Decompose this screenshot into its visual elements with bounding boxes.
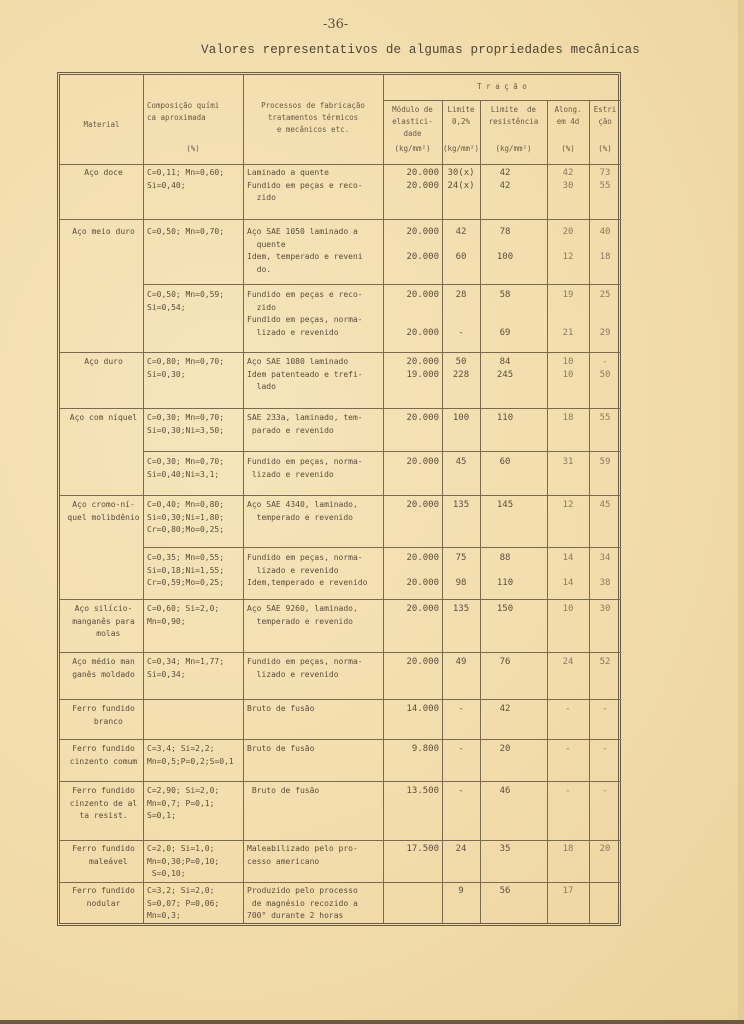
cell-estric: 52 — [599, 657, 611, 667]
header-estriccao-1: Estri — [593, 105, 617, 114]
cell-resistencia: 58 69 — [499, 290, 511, 338]
cell-material: Ferro fundido branco — [72, 704, 135, 726]
cell-estric: 73 55 — [599, 168, 611, 191]
cell-resistencia: 60 — [499, 457, 511, 467]
row-divider — [143, 284, 621, 285]
cell-along: - — [565, 704, 571, 714]
header-composicao-1: Composição quími — [147, 101, 220, 110]
cell-resistencia: 150 — [496, 604, 514, 614]
row-divider — [383, 100, 621, 101]
cell-modulo: 20.000 19.000 — [406, 357, 439, 380]
header-resistencia-1: Limite de — [490, 105, 537, 114]
header-alongamento-unit: (%) — [561, 144, 575, 153]
header-resistencia-unit: (kg/mm²) — [495, 144, 532, 153]
cell-composicao: C=2,0; Si=1,0; Mn=0,30;P=0,10; S=0,10; — [147, 844, 220, 878]
cell-estric: - 50 — [599, 357, 611, 380]
cell-material: Aço com níquel — [69, 413, 138, 422]
cell-limite: 135 — [452, 604, 470, 614]
cell-estric: - — [602, 744, 608, 754]
cell-along: 24 — [562, 657, 574, 667]
cell-processo: Fundido em peças, norma- lizado e revenido — [247, 457, 363, 479]
col-divider — [143, 75, 144, 923]
header-limite-unit: (kg/mm²) — [442, 144, 480, 153]
cell-composicao: C=0,50; Mn=0,70; — [147, 227, 225, 236]
header-estriccao-unit: (%) — [598, 144, 612, 153]
cell-composicao: C=0,11; Mn=0,60; Si=0,40; — [147, 168, 225, 190]
cell-composicao: C=3,4; Si=2,2; Mn=0,5;P=0,2;S=0,1 — [147, 744, 234, 766]
cell-composicao: C=0,35; Mn=0,55; Si=0,18;Ni=1,55; Cr=0,59;Mo=0,25; — [147, 553, 225, 587]
cell-estric: - — [602, 786, 608, 796]
page-edge-shadow — [0, 1020, 744, 1024]
cell-resistencia: 76 — [499, 657, 511, 667]
row-divider — [60, 739, 621, 740]
cell-composicao: C=0,60; Si=2,0; Mn=0,90; — [147, 604, 220, 626]
row-divider — [60, 408, 621, 409]
cell-modulo: 20.000 20.000 — [406, 168, 439, 191]
cell-modulo: 20.000 — [406, 500, 439, 510]
cell-processo: SAE 233a, laminado, tem- parado e revenido — [247, 413, 363, 435]
col-divider — [589, 100, 590, 923]
cell-resistencia: 78 100 — [496, 227, 514, 262]
row-divider — [60, 495, 621, 496]
header-composicao-2: ca aproximada — [147, 113, 206, 122]
cell-limite: 28 - — [455, 290, 467, 338]
properties-table — [57, 72, 621, 926]
cell-limite: 49 — [455, 657, 467, 667]
cell-processo: Bruto de fusão — [247, 704, 315, 713]
cell-resistencia: 35 — [499, 844, 511, 854]
cell-composicao: C=0,50; Mn=0,59; Si=0,54; — [147, 290, 225, 312]
cell-along: 19 21 — [562, 290, 574, 338]
cell-processo: Aço SAE 1080 laminado Idem patenteado e trefi- lado — [247, 357, 363, 391]
cell-composicao: C=0,80; Mn=0,70; Si=0,30; — [147, 357, 225, 379]
cell-along: - — [565, 786, 571, 796]
cell-modulo: 20.000 20.000 — [406, 290, 439, 338]
cell-composicao: C=2,90; Si=2,0; Mn=0,7; P=0,1; S=0,1; — [147, 786, 220, 820]
cell-resistencia: 145 — [496, 500, 514, 510]
cell-estric: 45 — [599, 500, 611, 510]
row-divider — [60, 781, 621, 782]
cell-limite: 50 228 — [452, 357, 470, 380]
cell-resistencia: 84 245 — [496, 357, 514, 380]
cell-material: Aço doce — [84, 168, 123, 177]
cell-resistencia: 42 — [499, 704, 511, 714]
cell-material: Ferro fundido cinzento comum — [69, 744, 138, 766]
cell-processo: Aço SAE 1050 laminado a quente Idem, temperado e reveni do. — [247, 227, 363, 274]
cell-limite: - — [458, 786, 464, 796]
col-divider — [480, 100, 481, 923]
cell-along: - — [565, 744, 571, 754]
cell-resistencia: 56 — [499, 886, 511, 896]
row-divider — [60, 882, 621, 883]
row-divider — [60, 699, 621, 700]
cell-estric: 30 — [599, 604, 611, 614]
cell-processo: Laminado a quente Fundido em peças e reco- zido — [247, 168, 363, 202]
header-processos-2: tratamentos térmicos — [267, 113, 359, 122]
cell-estric: - — [602, 704, 608, 714]
header-processos-3: e mecânicos etc. — [276, 125, 350, 134]
cell-modulo: 17.500 — [406, 844, 439, 854]
cell-modulo: 20.000 — [406, 604, 439, 614]
header-alongamento-2: em 4d — [556, 117, 580, 126]
cell-modulo: 9.800 — [411, 744, 439, 754]
cell-along: 18 — [562, 844, 574, 854]
cell-resistencia: 110 — [496, 413, 514, 423]
cell-along: 10 10 — [562, 357, 574, 380]
cell-composicao: C=0,30; Mn=0,70; Si=0,30;Ni=3,50; — [147, 413, 225, 435]
col-divider — [243, 75, 244, 923]
cell-along: 12 — [562, 500, 574, 510]
cell-modulo: 20.000 — [406, 657, 439, 667]
cell-resistencia: 88 110 — [496, 553, 514, 588]
cell-along: 14 14 — [562, 553, 574, 588]
cell-resistencia: 42 42 — [499, 168, 511, 191]
cell-modulo: 20.000 20.000 — [406, 553, 439, 588]
cell-estric: 55 — [599, 413, 611, 423]
col-divider — [547, 100, 548, 923]
cell-material: Aço meio duro — [72, 227, 135, 236]
header-modulo-1: Módulo de — [392, 105, 433, 114]
cell-limite: 75 98 — [455, 553, 467, 588]
row-divider — [143, 451, 621, 452]
cell-limite: - — [458, 704, 464, 714]
cell-material: Ferro fundido cinzento de al ta resist. — [69, 786, 138, 820]
cell-composicao: C=0,34; Mn=1,77; Si=0,34; — [147, 657, 225, 679]
header-modulo-2: elastici- — [392, 117, 433, 126]
cell-resistencia: 20 — [499, 744, 511, 754]
cell-material: Aço médio man ganês moldado — [72, 657, 135, 679]
cell-along: 31 — [562, 457, 574, 467]
row-divider — [60, 652, 621, 653]
cell-processo: Bruto de fusão — [247, 744, 315, 753]
cell-modulo: 20.000 — [406, 457, 439, 467]
cell-processo: Maleabilizado pelo pro- cesso americano — [247, 844, 358, 866]
header-modulo-unit: (kg/mm²) — [394, 144, 431, 153]
cell-processo: Fundido em peças e reco- zido Fundido em peças, norma- lizado e revenido — [247, 290, 363, 337]
page-number: -36- — [323, 17, 349, 32]
cell-estric: 59 — [599, 457, 611, 467]
cell-limite: 9 — [458, 886, 464, 896]
cell-composicao: C=3,2; Si=2,0; S=0,07; P=0,06; Mn=0,3; — [147, 886, 220, 920]
cell-processo: Aço SAE 9260, laminado, temperado e revenido — [247, 604, 358, 626]
row-divider — [60, 352, 621, 353]
row-divider — [143, 547, 621, 548]
cell-material: Aço duro — [84, 357, 123, 366]
cell-along: 18 — [562, 413, 574, 423]
col-divider — [442, 100, 443, 923]
cell-along: 42 30 — [562, 168, 574, 191]
cell-along: 10 — [562, 604, 574, 614]
cell-resistencia: 46 — [499, 786, 511, 796]
cell-estric: 40 18 — [599, 227, 611, 262]
cell-along: 20 12 — [562, 227, 574, 262]
cell-material: Ferro fundido nodular — [72, 886, 135, 908]
cell-estric: 34 38 — [599, 553, 611, 588]
page-edge — [738, 0, 744, 1024]
cell-modulo: 13.500 — [406, 786, 439, 796]
row-divider — [60, 219, 621, 220]
cell-material: Aço silício- manganês para molas — [72, 604, 135, 638]
header-resistencia-2: resistência — [488, 117, 539, 126]
row-divider — [60, 164, 621, 165]
header-modulo-3: dade — [403, 129, 422, 138]
cell-processo: Bruto de fusão — [247, 786, 320, 795]
cell-limite: 45 — [455, 457, 467, 467]
header-alongamento-1: Along. — [554, 105, 582, 114]
header-composicao-unit: (%) — [186, 144, 200, 153]
cell-composicao: C=0,40; Mn=0,80; Si=0,30;Ni=1,80; Cr=0,80;Mo=0,25; — [147, 500, 225, 534]
header-estriccao-2: ção — [598, 117, 612, 126]
header-material: Material — [83, 120, 120, 129]
cell-composicao: C=0,30; Mn=0,70; Si=0,40;Ni=3,1; — [147, 457, 225, 479]
cell-material: Ferro fundido maleável — [72, 844, 135, 866]
cell-processo: Fundido em peças, norma- lizado e revenido Idem,temperado e revenido — [247, 553, 368, 587]
cell-processo: Fundido em peças, norma- lizado e revenido — [247, 657, 363, 679]
header-processos-1: Processos de fabricação — [261, 101, 365, 110]
cell-modulo: 20.000 — [406, 413, 439, 423]
header-limite-1: Limite — [447, 105, 475, 114]
cell-estric: 20 — [599, 844, 611, 854]
cell-limite: 30(x) 24(x) — [447, 168, 475, 191]
cell-limite: 100 — [452, 413, 470, 423]
header-limite-2: 0,2% — [451, 117, 471, 126]
cell-limite: 42 60 — [455, 227, 467, 262]
cell-limite: - — [458, 744, 464, 754]
row-divider — [60, 840, 621, 841]
page-title: Valores representativos de algumas propriedades mecânicas — [201, 43, 640, 57]
cell-limite: 24 — [455, 844, 467, 854]
cell-estric: 25 29 — [599, 290, 611, 338]
row-divider — [60, 599, 621, 600]
cell-modulo: 14.000 — [406, 704, 439, 714]
cell-processo: Aço SAE 4340, laminado, temperado e revenido — [247, 500, 358, 522]
cell-modulo: 20.000 20.000 — [406, 227, 439, 262]
header-tracao: T r a ç ã o — [477, 82, 527, 91]
cell-limite: 135 — [452, 500, 470, 510]
cell-along: 17 — [562, 886, 574, 896]
cell-processo: Produzido pelo processo de magnésio recozido a 700° durante 2 horas — [247, 886, 358, 920]
cell-material: Aço cromo-ní- quel molibdênio — [67, 500, 140, 522]
